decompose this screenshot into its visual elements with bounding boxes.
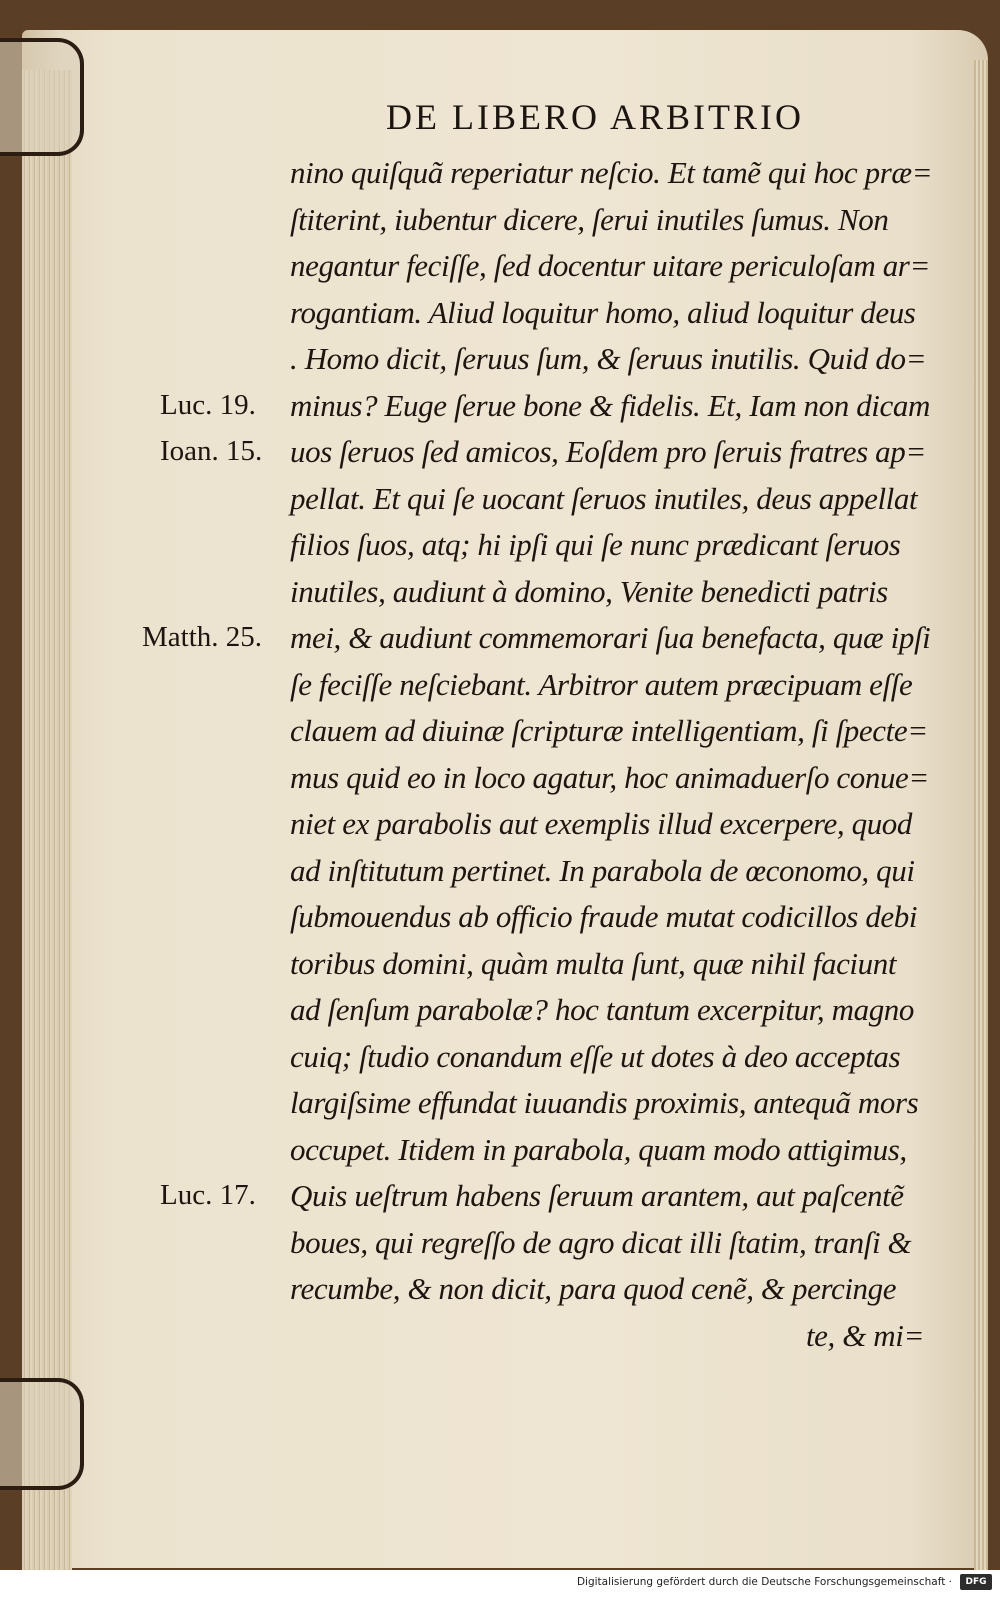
text-line: mei, & audiunt commemorari ſua benefacta, quæ ipſi — [290, 620, 931, 655]
catchword: te, & mi= — [805, 1317, 924, 1353]
text-line: niet ex parabolis aut exemplis illud excerpere, quod — [290, 806, 912, 841]
binding-clip-top — [0, 38, 84, 156]
text-line: uos ſeruos ſed amicos, Eoſdem pro ſeruis fratres ap= — [290, 434, 926, 469]
text-line: cuiq; ſtudio conandum eſſe ut dotes à deo acceptas — [290, 1038, 901, 1074]
text-line: filios ſuos, atq; hi ipſi qui ſe nunc prædicant ſeruos — [290, 527, 901, 562]
text-line: boues, qui regreſſo de agro dicat illi ſtatim, tranſi & — [290, 1224, 912, 1260]
text-line: negantur feciſſe, ſed docentur uitare periculoſam ar= — [290, 248, 930, 283]
text-line: ſtiterint, iubentur dicere, ſerui inutiles ſumus. Non — [290, 201, 889, 237]
text-line: toribus domini, quàm multa ſunt, quæ nihil faciunt — [290, 945, 897, 981]
text-line: ſe feciſſe neſciebant. Arbitror autem præcipuam eſſe — [290, 666, 913, 702]
text-line: ad inſtitutum pertinet. In parabola de œconomo, qui — [290, 852, 915, 888]
text-line: clauem ad diuinæ ſcripturæ intelligentiam, ſi ſpecte= — [290, 713, 928, 748]
text-line: inutiles, audiunt à domino, Venite benedicti patris — [290, 573, 888, 609]
text-line: occupet. Itidem in parabola, quam modo attigimus, — [290, 1131, 907, 1167]
text-line: ſubmouendus ab officio fraude mutat codicillos debi — [290, 899, 918, 934]
text-line: recumbe, & non dicit, para quod cenẽ, & percinge — [290, 1271, 897, 1306]
footer-credit: Digitalisierung gefördert durch die Deutsche Forschungsgemeinschaft · — [576, 1576, 952, 1588]
text-line: mus quid eo in loco agatur, hoc animaduerſo conue= — [290, 759, 929, 795]
text-line: nino quiſquã reperiatur neſcio. Et tamẽ qui hoc præ= — [290, 155, 933, 190]
page-edge-right — [974, 60, 988, 1590]
margin-note: Luc. 17. — [160, 1179, 256, 1211]
margin-note: Matth. 25. — [142, 621, 263, 653]
text-line: Quis ueſtrum habens ſeruum arantem, aut paſcentẽ — [290, 1178, 904, 1213]
main-text-block — [290, 150, 950, 1359]
running-header: DE LIBERO ARBITRIO — [386, 97, 804, 137]
footer-bar — [0, 1570, 1000, 1598]
text-line: ad ſenſum parabolæ? hoc tantum excerpitur, magno — [290, 992, 914, 1027]
text-line: . Homo dicit, ſeruus ſum, & ſeruus inutilis. Quid do= — [290, 341, 927, 376]
margin-note: Ioan. 15. — [160, 435, 263, 467]
text-line: rogantiam. Aliud loquitur homo, aliud loquitur deus — [290, 294, 916, 330]
text-line: minus? Euge ſerue bone & fidelis. Et, Iam non dicam — [290, 387, 930, 423]
margin-note: Luc. 19. — [160, 388, 256, 421]
binding-clip-bottom — [0, 1378, 84, 1490]
text-line: largiſsime effundat iuuandis proximis, antequã mors — [290, 1085, 919, 1120]
text-line: pellat. Et qui ſe uocant ſeruos inutiles, deus appellat — [290, 480, 918, 516]
page-edge-left — [22, 70, 72, 1580]
dfg-logo: DFG — [960, 1574, 992, 1590]
